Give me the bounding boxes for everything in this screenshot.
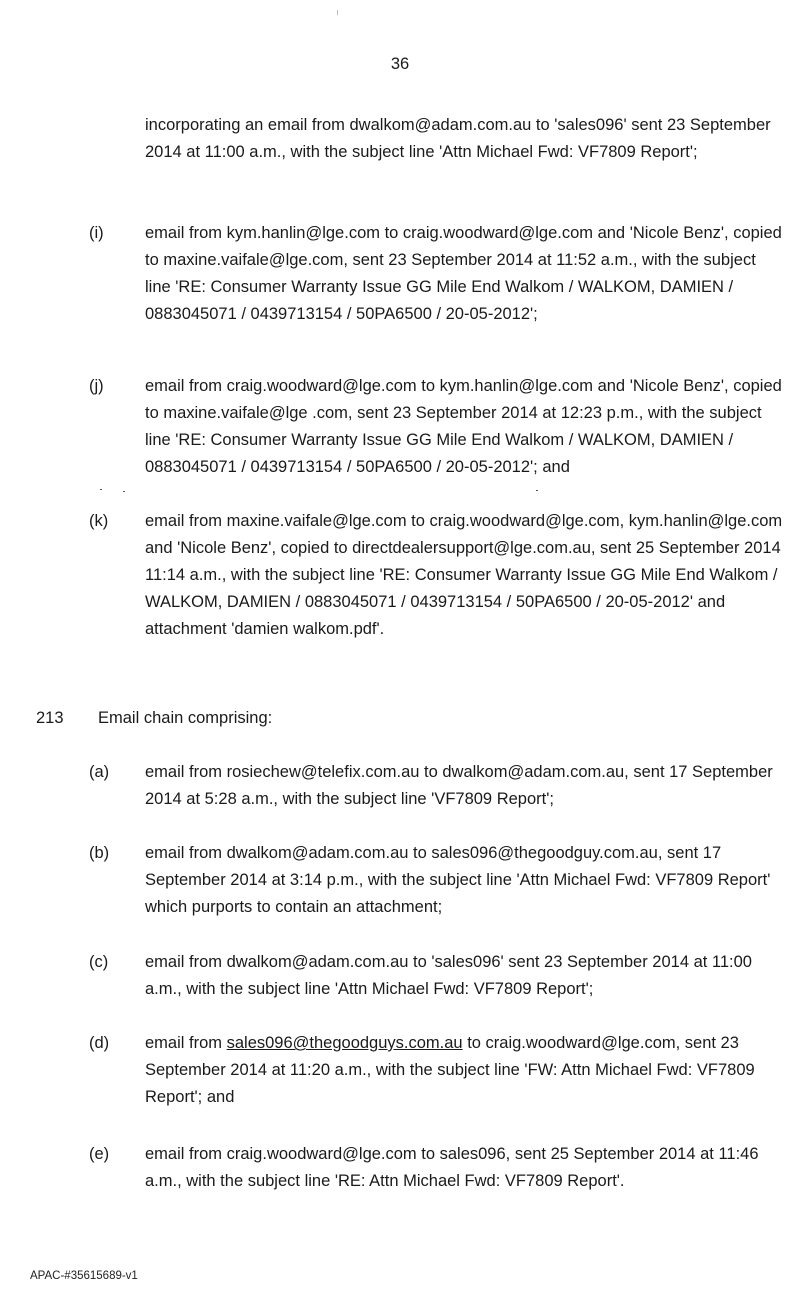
item-text-pre: email from [145,1034,227,1052]
item-text-post: to craig.woodward@lge.com, sent 23 September 2014 at 11:20 a.m., with the subject line 'FW: Attn Michael Fwd: VF7809 Report'; and [145,1034,755,1106]
speck [536,490,538,491]
document-reference: APAC-#35615689-v1 [30,1270,138,1282]
scan-specks [0,487,800,493]
item-text: email from craig.woodward@lge.com to sales096, sent 25 September 2014 at 11:46 a.m., with the subject line 'RE: Attn Michael Fwd: VF7809 Report'. [145,1145,759,1190]
item-label: (a) [89,763,110,781]
paragraph-text: Email chain comprising: [98,709,273,727]
item-text: email from craig.woodward@lge.com to kym.hanlin@lge.com and 'Nicole Benz', copied to maxine.vaifale@lge .com, sent 23 September 2014 at 12:23 p.m., with the subject line 'RE: Consumer Warranty Issue GG Mile End Walkom / WALKOM, DAMIEN / 0883045071 / 0439713154 / 50PA6500 / 20-05-2012'; and [145,377,782,476]
item-label: (i) [89,224,104,242]
continuation-text: incorporating an email from dwalkom@adam.com.au to 'sales096' sent 23 September 2014 at 11:00 a.m., with the subject line 'Attn Michael Fwd: VF7809 Report'; [145,116,771,161]
item-label: (d) [89,1034,110,1052]
speck [123,491,125,492]
item-text: email from maxine.vaifale@lge.com to craig.woodward@lge.com, kym.hanlin@lge.com and 'Nicole Benz', copied to directdealersupport@lge.com.au, sent 25 September 2014 11:14 a.m., with the subject line 'RE: Consumer Warranty Issue GG Mile End Walkom / WALKOM, DAMIEN / 0883045071 / 0439713154 / 50PA6500 / 20-05-2012' and attachment 'damien walkom.pdf'. [145,512,783,638]
scan-artifact [337,10,338,15]
email-link[interactable]: sales096@thegoodguys.com.au [226,1034,463,1052]
item-text: email from dwalkom@adam.com.au to 'sales096' sent 23 September 2014 at 11:00 a.m., with the subject line 'Attn Michael Fwd: VF7809 Report'; [145,953,752,998]
item-text: email from kym.hanlin@lge.com to craig.woodward@lge.com and 'Nicole Benz', copied to maxine.vaifale@lge.com, sent 23 September 2014 at 11:52 a.m., with the subject line 'RE: Consumer Warranty Issue GG Mile End Walkom / WALKOM, DAMIEN / 0883045071 / 0439713154 / 50PA6500 / 20-05-2012'; [145,224,782,323]
item-label: (b) [89,844,110,862]
paragraph-number: 213 [36,709,64,727]
item-text: email from dwalkom@adam.com.au to sales096@thegoodguy.com.au, sent 17 September 2014 at 3:14 p.m., with the subject line 'Attn Michael Fwd: VF7809 Report' which purports to contain an attachment; [145,844,771,916]
speck [100,489,102,490]
item-label: (e) [89,1145,110,1163]
item-text [145,1030,785,1111]
item-label: (j) [89,377,104,395]
page-number: 36 [390,55,410,73]
item-text: email from rosiechew@telefix.com.au to dwalkom@adam.com.au, sent 17 September 2014 at 5:28 a.m., with the subject line 'VF7809 Report'; [145,763,773,808]
item-label: (c) [89,953,109,971]
item-label: (k) [89,512,109,530]
